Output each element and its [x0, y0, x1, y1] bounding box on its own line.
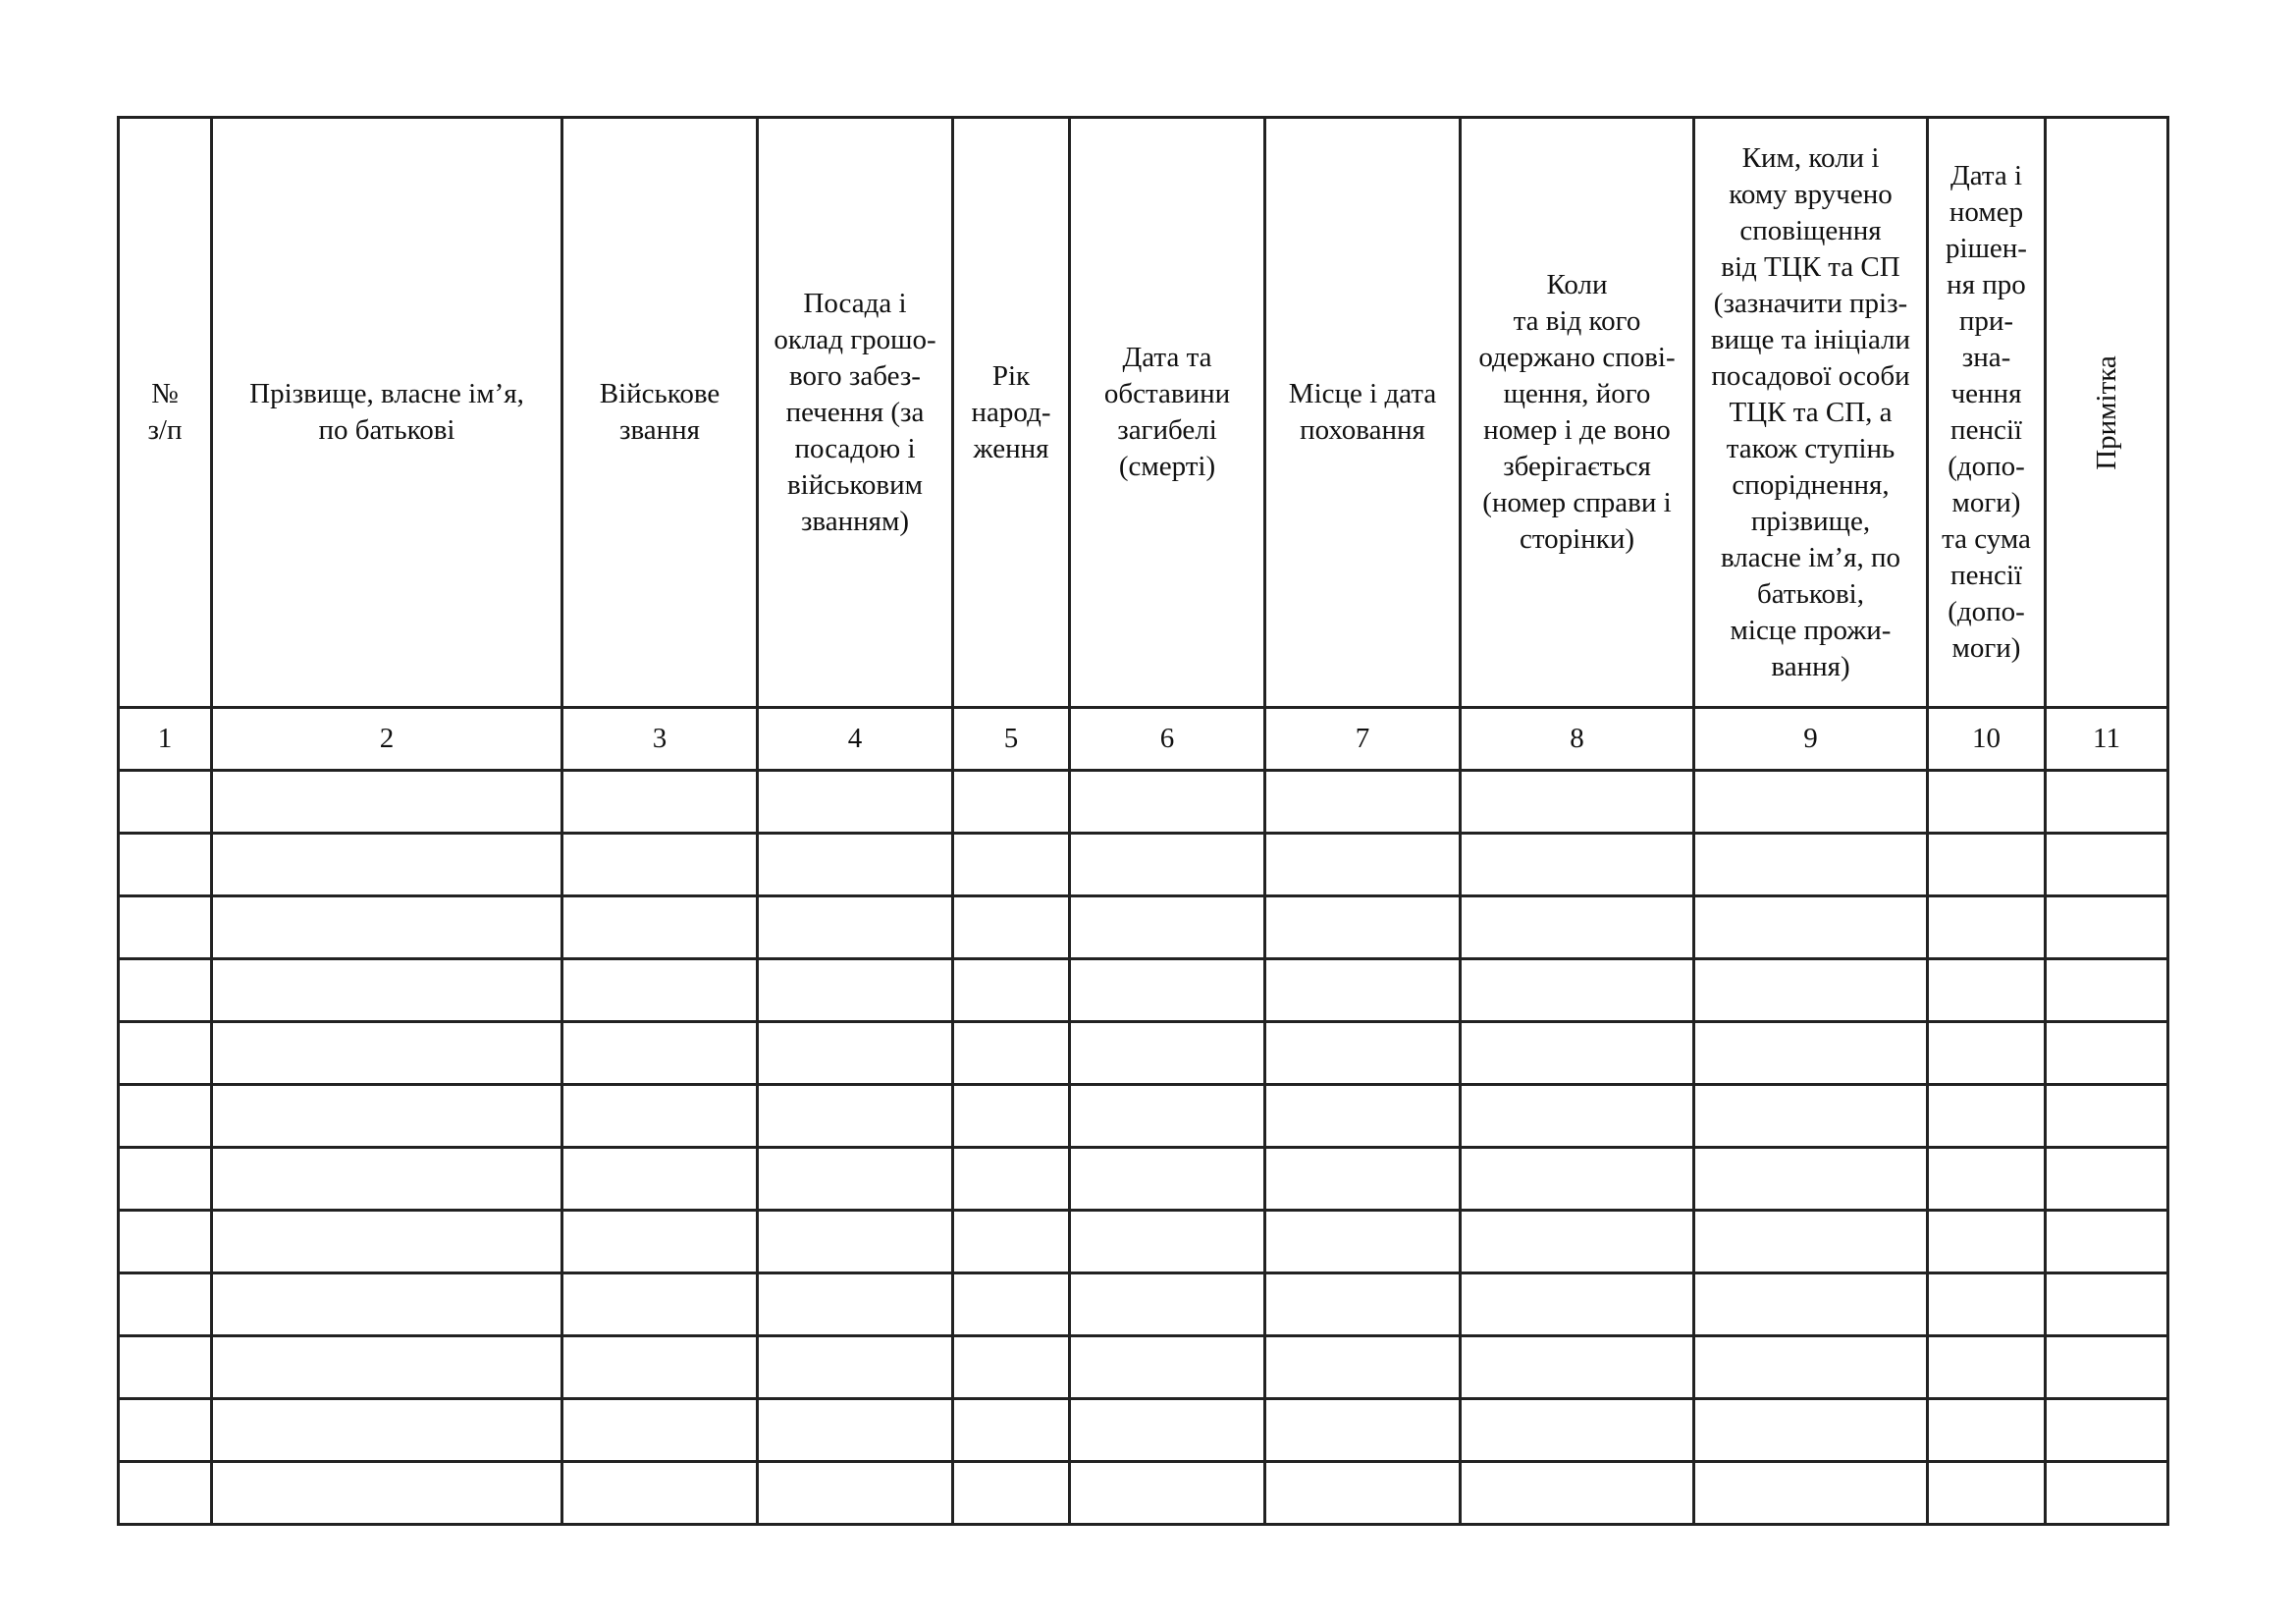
- column-number: 9: [1694, 708, 1928, 771]
- table-row: [119, 1399, 2168, 1462]
- table-cell[interactable]: [212, 1462, 562, 1525]
- table-row: [119, 1022, 2168, 1085]
- column-number: 4: [758, 708, 953, 771]
- table-cell[interactable]: [1265, 834, 1461, 896]
- table-cell[interactable]: [1070, 1148, 1265, 1211]
- table-cell[interactable]: [562, 771, 758, 834]
- column-number: 7: [1265, 708, 1461, 771]
- table-cell[interactable]: [758, 959, 953, 1022]
- table-cell[interactable]: [119, 1399, 212, 1462]
- table-cell[interactable]: [2046, 1148, 2168, 1211]
- table-cell[interactable]: [562, 1085, 758, 1148]
- table-cell[interactable]: [1461, 1085, 1694, 1148]
- table-cell[interactable]: [1694, 1273, 1928, 1336]
- table-cell[interactable]: [953, 1148, 1070, 1211]
- table-row: [119, 1462, 2168, 1525]
- table-cell[interactable]: [953, 834, 1070, 896]
- table-cell[interactable]: [1928, 1022, 2046, 1085]
- table-cell[interactable]: [212, 959, 562, 1022]
- table-cell[interactable]: [1070, 1462, 1265, 1525]
- table-cell[interactable]: [2046, 834, 2168, 896]
- table-row: [119, 1085, 2168, 1148]
- table-cell[interactable]: [1461, 1148, 1694, 1211]
- table-cell[interactable]: [1265, 1273, 1461, 1336]
- table-cell[interactable]: [1265, 771, 1461, 834]
- table-cell[interactable]: [1928, 1148, 2046, 1211]
- table-body: [119, 771, 2168, 1525]
- table-cell[interactable]: [953, 1399, 1070, 1462]
- table-cell[interactable]: [562, 1336, 758, 1399]
- table-cell[interactable]: [1928, 771, 2046, 834]
- table-cell[interactable]: [1928, 1211, 2046, 1273]
- table-cell[interactable]: [1928, 1462, 2046, 1525]
- table-row: [119, 1273, 2168, 1336]
- table-cell[interactable]: [953, 1022, 1070, 1085]
- table-cell[interactable]: [953, 1211, 1070, 1273]
- table-cell[interactable]: [119, 1085, 212, 1148]
- table-cell[interactable]: [1461, 1462, 1694, 1525]
- table-row: [119, 896, 2168, 959]
- table-cell[interactable]: [953, 771, 1070, 834]
- table-cell[interactable]: [2046, 896, 2168, 959]
- table-cell[interactable]: [1070, 771, 1265, 834]
- table-cell[interactable]: [212, 1399, 562, 1462]
- table-cell[interactable]: [1694, 1336, 1928, 1399]
- table-cell[interactable]: [1265, 1211, 1461, 1273]
- table-cell[interactable]: [212, 834, 562, 896]
- table-cell[interactable]: [1265, 1022, 1461, 1085]
- column-number: 3: [562, 708, 758, 771]
- table-cell[interactable]: [1461, 1022, 1694, 1085]
- table-cell[interactable]: [1694, 1399, 1928, 1462]
- table-cell[interactable]: [1070, 896, 1265, 959]
- table-cell[interactable]: [1928, 1399, 2046, 1462]
- table-cell[interactable]: [1461, 1211, 1694, 1273]
- table-cell[interactable]: [1265, 1462, 1461, 1525]
- records-table: [117, 116, 2169, 1526]
- table-cell[interactable]: [953, 1273, 1070, 1336]
- table-cell[interactable]: [119, 1462, 212, 1525]
- header-cell-death-date: Дата та обставини загибелі (смерті): [1070, 118, 1265, 708]
- table-cell[interactable]: [119, 834, 212, 896]
- header-cell-notice-delivered: Ким, коли і кому вручено сповіщення від ТЦК та СП (зазначити пріз- вище та ініціали посадової особи ТЦК та СП, а також ступінь споріднення, прізвище, власне ім’я, по батькові, місце прожи- вання): [1694, 118, 1928, 708]
- table-cell[interactable]: [953, 1336, 1070, 1399]
- table-cell[interactable]: [2046, 1399, 2168, 1462]
- table-cell[interactable]: [2046, 1211, 2168, 1273]
- header-cell-burial: Місце і дата поховання: [1265, 118, 1461, 708]
- table-cell[interactable]: [1694, 1022, 1928, 1085]
- table-cell[interactable]: [953, 1085, 1070, 1148]
- table-cell[interactable]: [2046, 1336, 2168, 1399]
- table-row: [119, 1148, 2168, 1211]
- table-cell[interactable]: [1928, 1336, 2046, 1399]
- table-cell[interactable]: [1694, 896, 1928, 959]
- table-cell[interactable]: [119, 1148, 212, 1211]
- table-cell[interactable]: [758, 1085, 953, 1148]
- header-cell-note: Примітка: [2046, 118, 2168, 708]
- table-cell[interactable]: [1928, 834, 2046, 896]
- table-cell[interactable]: [1694, 1211, 1928, 1273]
- table-cell[interactable]: [2046, 1462, 2168, 1525]
- table-cell[interactable]: [758, 1399, 953, 1462]
- table-cell[interactable]: [953, 959, 1070, 1022]
- table-cell[interactable]: [562, 1211, 758, 1273]
- table-cell[interactable]: [119, 1336, 212, 1399]
- table-cell[interactable]: [1070, 1022, 1265, 1085]
- table-cell[interactable]: [758, 1148, 953, 1211]
- table-cell[interactable]: [758, 1336, 953, 1399]
- table-row: [119, 1211, 2168, 1273]
- table-cell[interactable]: [212, 896, 562, 959]
- column-number: 11: [2046, 708, 2168, 771]
- table-cell[interactable]: [212, 1085, 562, 1148]
- table-cell[interactable]: [1265, 1085, 1461, 1148]
- table-cell[interactable]: [1694, 771, 1928, 834]
- table-row: [119, 834, 2168, 896]
- table-cell[interactable]: [1928, 959, 2046, 1022]
- header-cell-pension-decision: Дата і номер рішен- ня про при- зна- чення пенсії (допо- моги) та сума пенсії (допо- моги): [1928, 118, 2046, 708]
- column-number: 1: [119, 708, 212, 771]
- table-cell[interactable]: [1461, 1273, 1694, 1336]
- table-cell[interactable]: [1070, 1211, 1265, 1273]
- table-cell[interactable]: [119, 959, 212, 1022]
- table-cell[interactable]: [562, 1148, 758, 1211]
- table-cell[interactable]: [1265, 1399, 1461, 1462]
- table-cell[interactable]: [1461, 1399, 1694, 1462]
- column-number: 10: [1928, 708, 2046, 771]
- header-cell-position-salary: Посада і оклад грошо- вого забез- печення (за посадою і військовим званням): [758, 118, 953, 708]
- table-cell[interactable]: [119, 1211, 212, 1273]
- table-cell[interactable]: [1265, 1336, 1461, 1399]
- table-cell[interactable]: [212, 1148, 562, 1211]
- table-cell[interactable]: [953, 1462, 1070, 1525]
- table-cell[interactable]: [562, 1399, 758, 1462]
- table-cell[interactable]: [212, 1211, 562, 1273]
- table-cell[interactable]: [1070, 834, 1265, 896]
- table-cell[interactable]: [212, 1022, 562, 1085]
- table-cell[interactable]: [758, 1462, 953, 1525]
- table-row: [119, 959, 2168, 1022]
- table-cell[interactable]: [119, 896, 212, 959]
- header-row: [119, 118, 2168, 708]
- table-cell[interactable]: [562, 1022, 758, 1085]
- table-cell[interactable]: [1070, 1085, 1265, 1148]
- table-cell[interactable]: [119, 1273, 212, 1336]
- table-cell[interactable]: [1694, 1148, 1928, 1211]
- table-cell[interactable]: [562, 959, 758, 1022]
- table-cell[interactable]: [1070, 959, 1265, 1022]
- table-cell[interactable]: [562, 1273, 758, 1336]
- table-cell[interactable]: [562, 1462, 758, 1525]
- table-cell[interactable]: [562, 896, 758, 959]
- column-number: 8: [1461, 708, 1694, 771]
- header-cell-notice-received: Коли та від кого одержано спові- щення, його номер і де воно зберігається (номер справи і сторінки): [1461, 118, 1694, 708]
- table-cell[interactable]: [2046, 771, 2168, 834]
- table-cell[interactable]: [119, 1022, 212, 1085]
- table-cell[interactable]: [119, 771, 212, 834]
- table-cell[interactable]: [758, 896, 953, 959]
- table-cell[interactable]: [758, 1273, 953, 1336]
- table-cell[interactable]: [212, 1336, 562, 1399]
- table-cell[interactable]: [1928, 1085, 2046, 1148]
- column-number: 6: [1070, 708, 1265, 771]
- table-cell[interactable]: [562, 834, 758, 896]
- table-cell[interactable]: [1928, 896, 2046, 959]
- table-cell[interactable]: [1694, 1462, 1928, 1525]
- header-cell-birth-year: Рік народ- ження: [953, 118, 1070, 708]
- table-cell[interactable]: [758, 771, 953, 834]
- table-cell[interactable]: [1461, 771, 1694, 834]
- header-cell-number: № з/п: [119, 118, 212, 708]
- table-cell[interactable]: [212, 1273, 562, 1336]
- table-cell[interactable]: [1070, 1399, 1265, 1462]
- table-cell[interactable]: [758, 1211, 953, 1273]
- header-cell-full-name: Прізвище, власне ім’я, по батькові: [212, 118, 562, 708]
- table-cell[interactable]: [1461, 959, 1694, 1022]
- table-cell[interactable]: [1694, 959, 1928, 1022]
- table-cell[interactable]: [1461, 896, 1694, 959]
- table-cell[interactable]: [2046, 1022, 2168, 1085]
- table-cell[interactable]: [1265, 959, 1461, 1022]
- table-cell[interactable]: [1461, 1336, 1694, 1399]
- table-cell[interactable]: [2046, 1085, 2168, 1148]
- column-number-row: [119, 708, 2168, 771]
- table-row: [119, 771, 2168, 834]
- table-cell[interactable]: [758, 834, 953, 896]
- column-number: 5: [953, 708, 1070, 771]
- table-cell[interactable]: [1070, 1273, 1265, 1336]
- table-cell[interactable]: [758, 1022, 953, 1085]
- table-cell[interactable]: [2046, 959, 2168, 1022]
- table-cell[interactable]: [1265, 896, 1461, 959]
- table-cell[interactable]: [1928, 1273, 2046, 1336]
- table-cell[interactable]: [1265, 1148, 1461, 1211]
- header-cell-military-rank: Військове звання: [562, 118, 758, 708]
- table-cell[interactable]: [1694, 834, 1928, 896]
- column-number: 2: [212, 708, 562, 771]
- table-cell[interactable]: [1461, 834, 1694, 896]
- table-cell[interactable]: [1070, 1336, 1265, 1399]
- table-cell[interactable]: [953, 896, 1070, 959]
- table-cell[interactable]: [2046, 1273, 2168, 1336]
- table-cell[interactable]: [1694, 1085, 1928, 1148]
- table-cell[interactable]: [212, 771, 562, 834]
- table-row: [119, 1336, 2168, 1399]
